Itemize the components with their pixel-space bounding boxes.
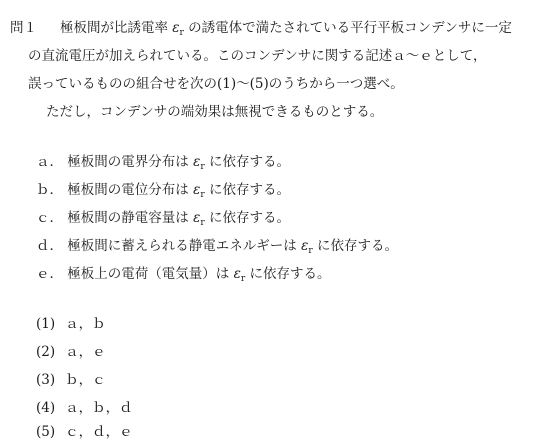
statement-label: ｃ．	[36, 210, 63, 226]
epsilon-symbol	[234, 266, 246, 282]
question-line-2: の直流電圧が加えられている。このコンデンサに関する記述ａ～ｅとして，	[28, 48, 487, 64]
epsilon-subscript: r	[179, 28, 184, 38]
question-line-1-text-a: 極板間が比誘電率	[60, 20, 168, 36]
statement-text: 極板間の静電容量は	[67, 210, 189, 226]
statement-text: 極板間の電界分布は	[67, 154, 189, 170]
statement-b	[36, 180, 290, 205]
statement-a	[36, 152, 290, 177]
epsilon-symbol	[193, 182, 205, 198]
epsilon-subscript: r	[200, 162, 205, 172]
question-line-3: 誤っているものの組合せを次の(1)～(5)のうちから一つ選べ。	[28, 76, 404, 92]
epsilon-char: ε	[301, 238, 309, 254]
choice-label: (4)	[36, 400, 56, 416]
statement-label: ｂ．	[36, 182, 63, 198]
question-line-1	[60, 18, 512, 43]
epsilon-char: ε	[172, 20, 180, 36]
choice-label: (3)	[36, 372, 56, 388]
choice-label: (1)	[36, 316, 56, 332]
epsilon-char: ε	[233, 266, 241, 282]
epsilon-subscript: r	[200, 190, 205, 200]
statement-text-end: に依存する。	[208, 210, 290, 226]
choice-2	[36, 342, 106, 362]
question-number: 問１	[10, 20, 37, 36]
epsilon-symbol	[301, 238, 313, 254]
choice-3	[36, 370, 106, 390]
statement-text: 極板上の電荷（電気量）は	[67, 266, 230, 282]
statement-d	[36, 236, 398, 261]
epsilon-char: ε	[193, 210, 201, 226]
statement-text-end: に依存する。	[249, 266, 331, 282]
choice-label: (2)	[36, 344, 56, 360]
choice-1	[36, 314, 106, 334]
epsilon-subscript: r	[308, 246, 313, 256]
statement-label: ａ．	[36, 154, 63, 170]
statement-text: 極板間の電位分布は	[67, 182, 189, 198]
question-line-4: ただし，コンデンサの端効果は無視できるものとする。	[46, 104, 384, 120]
statement-text-end: に依存する。	[208, 182, 290, 198]
choice-text: ａ，ｅ	[65, 344, 106, 360]
statement-label: ｄ．	[36, 238, 63, 254]
epsilon-symbol	[172, 20, 184, 36]
epsilon-symbol	[193, 154, 205, 170]
statement-text-end: に依存する。	[316, 238, 398, 254]
choice-text: ａ，ｂ，ｄ	[65, 400, 133, 416]
choice-text: ａ，ｂ	[65, 316, 106, 332]
epsilon-char: ε	[193, 182, 201, 198]
epsilon-symbol	[193, 210, 205, 226]
question-line-1-text-b: の誘電体で満たされている平行平板コンデンサに一定	[188, 20, 512, 36]
statement-c	[36, 208, 290, 233]
choice-4	[36, 398, 133, 418]
statement-e	[36, 264, 330, 289]
statement-text: 極板間に蓄えられる静電エネルギーは	[67, 238, 297, 254]
choice-5	[36, 422, 133, 442]
statement-label: ｅ．	[36, 266, 63, 282]
epsilon-subscript: r	[200, 218, 205, 228]
statement-text-end: に依存する。	[208, 154, 290, 170]
choice-label: (5)	[36, 424, 56, 440]
epsilon-subscript: r	[240, 274, 246, 284]
choice-text: ｂ，ｃ	[65, 372, 106, 388]
choice-text: ｃ，ｄ，ｅ	[65, 424, 133, 440]
epsilon-char: ε	[193, 154, 201, 170]
